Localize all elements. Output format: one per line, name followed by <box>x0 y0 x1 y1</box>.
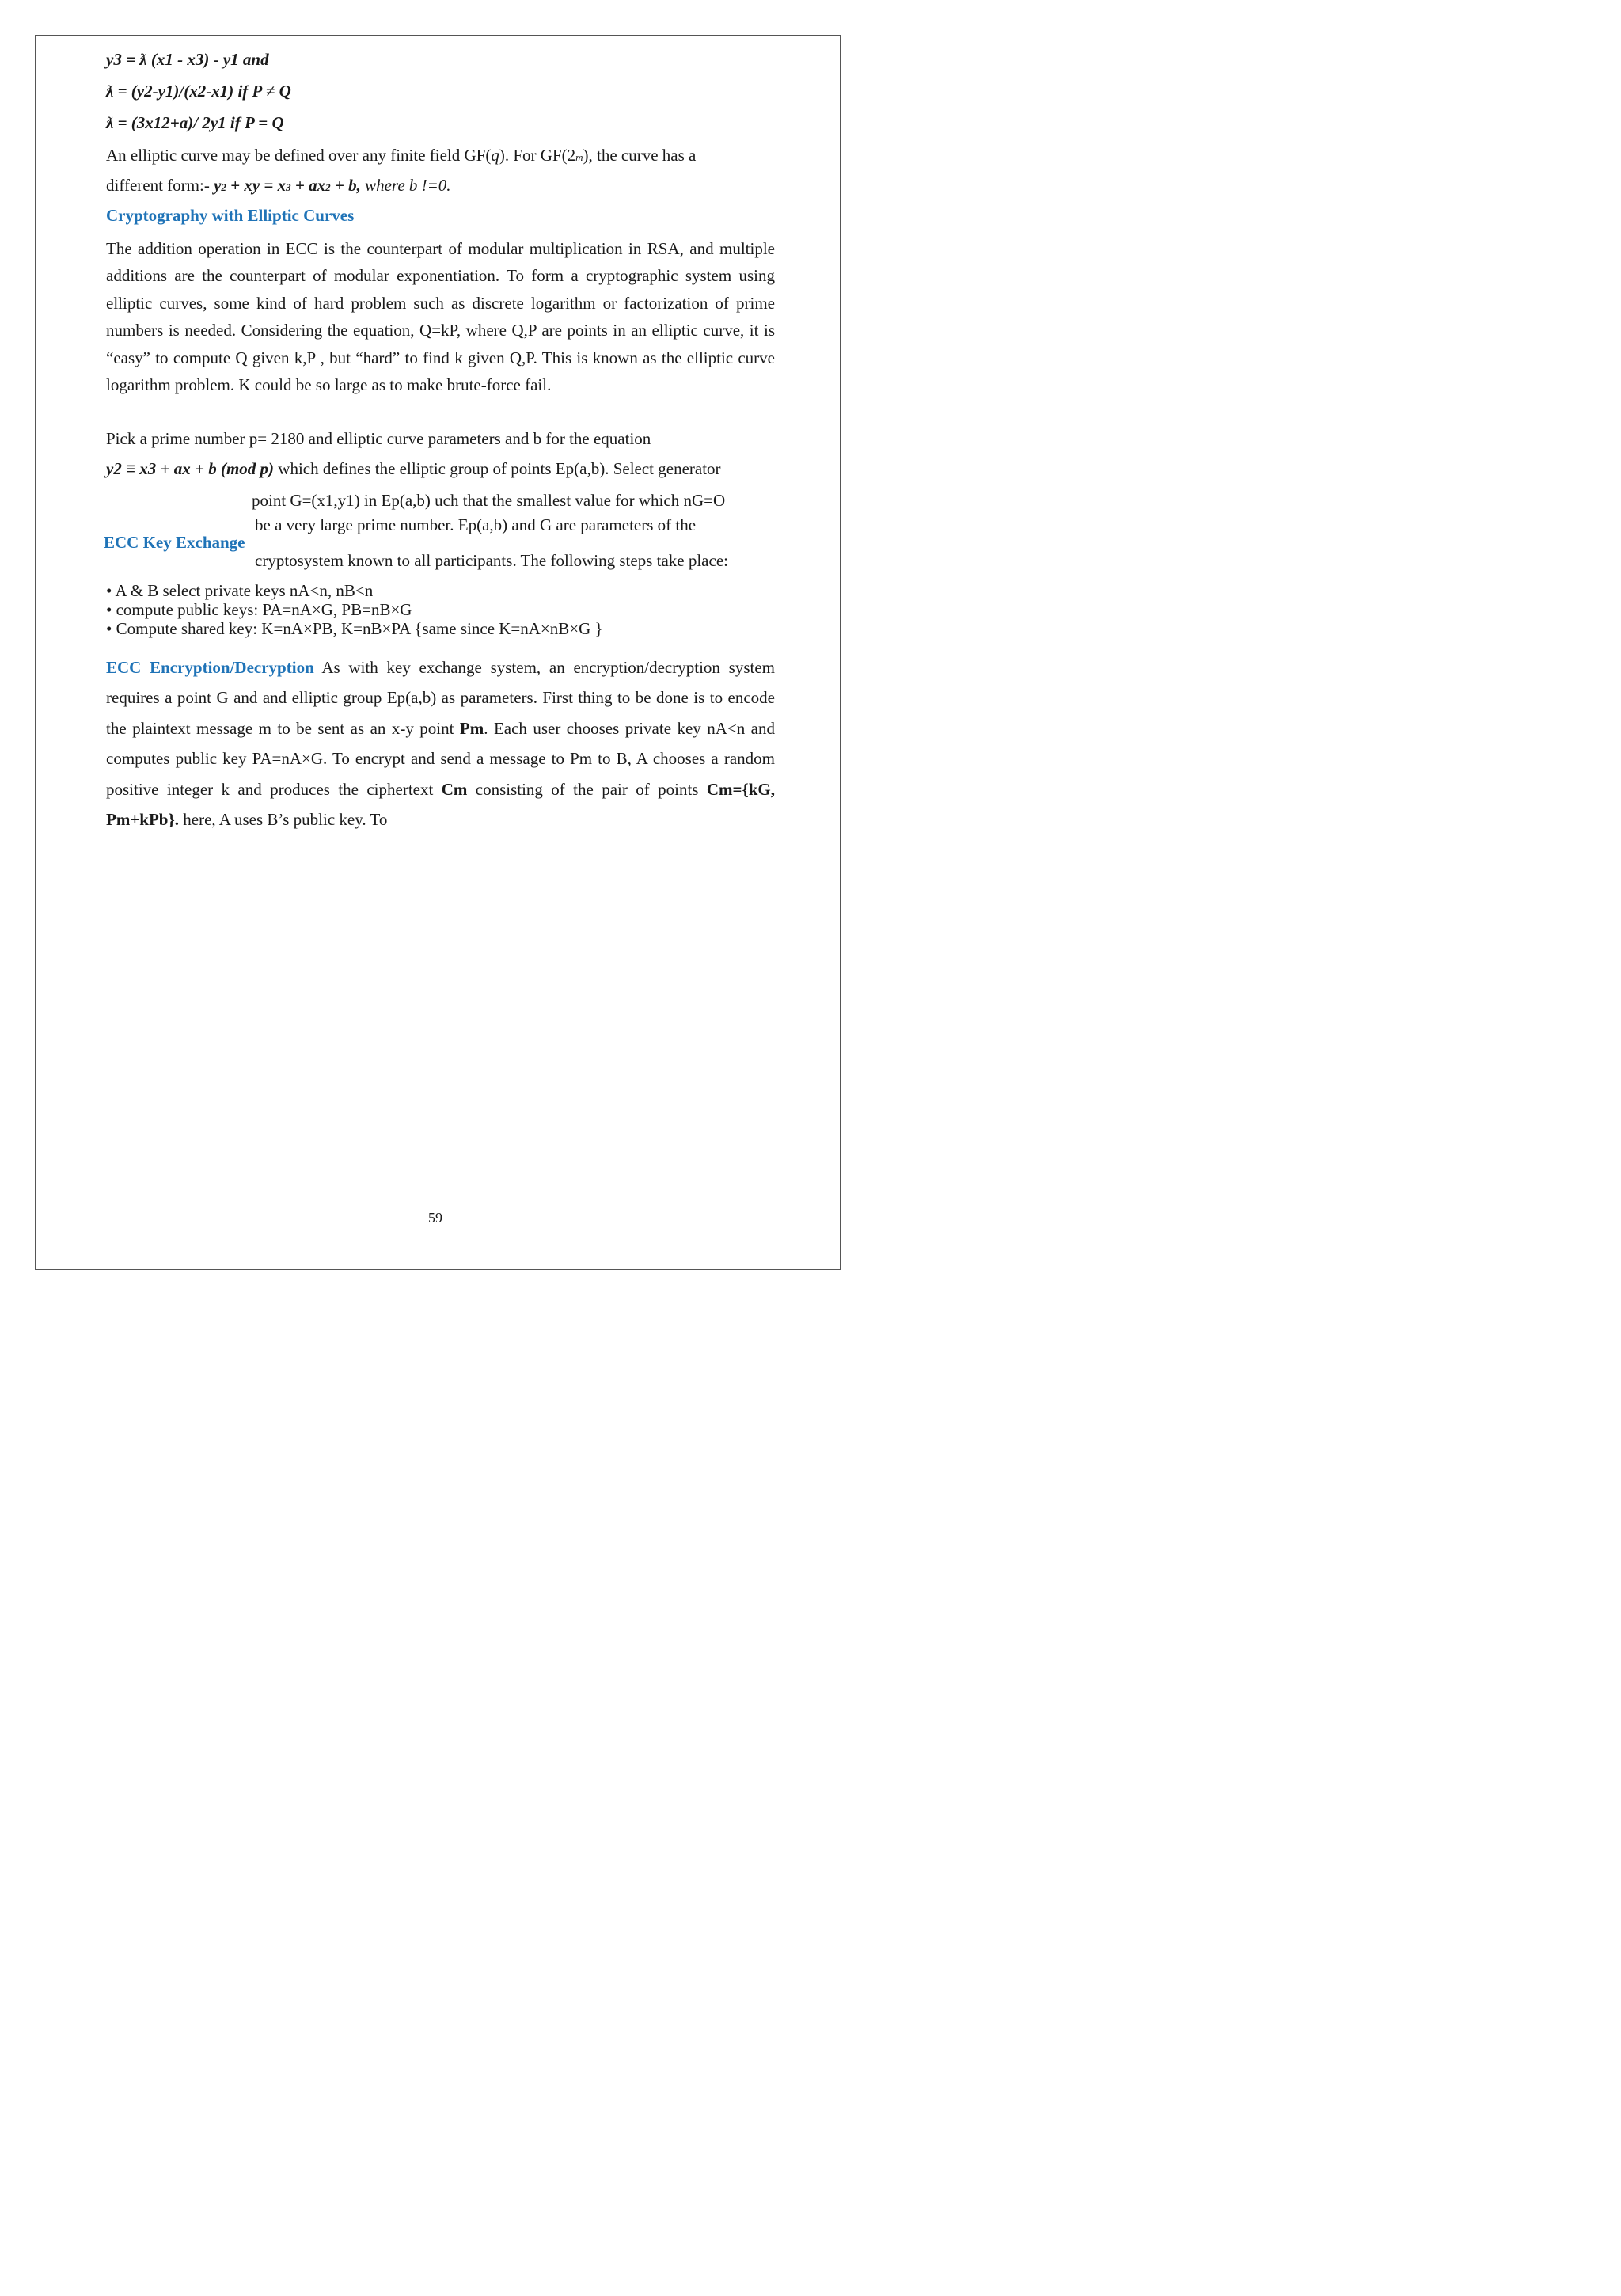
pick-line-5: cryptosystem known to all participants. The following steps take place: <box>255 551 728 570</box>
section-heading-key-exchange: ECC Key Exchange <box>104 533 245 552</box>
pick-line-1: Pick a prime number p= 2180 and elliptic curve parameters and b for the equation <box>106 429 651 448</box>
equation-lambda-equal: ƛ = (3x12+a)/ 2y1 if P = Q <box>106 113 284 132</box>
section-paragraph-cryptography: The addition operation in ECC is the counterpart of modular multiplication in RSA, and multiple additions are the counterpart of modular exponentiation. To form a cryptographic system using elliptic curves, some kind of hard problem such as discrete logarithm or factorization of prime numbers is needed. Considering the equation, Q=kP, where Q,P are points in an elliptic curve, it is “easy” to compute Q given k,P , but “hard” to find k given Q,P. This is known as the elliptic curve logarithm problem. K could be so large as to make brute-force fail. <box>106 239 775 395</box>
plaintext-point: Pm <box>459 718 484 738</box>
list-item: • compute public keys: PA=nA×G, PB=nB×G <box>106 600 412 619</box>
key-exchange-steps <box>106 581 603 638</box>
list-item: • Compute shared key: K=nA×PB, K=nB×PA {same since K=nA×nB×G } <box>106 619 603 638</box>
section-heading-encryption: ECC Encryption/Decryption <box>106 658 314 677</box>
elliptic-group-equation: y2 ≡ x3 + ax + b (mod p) <box>106 459 275 478</box>
intro-text: An elliptic curve may be defined over any finite field GF( <box>106 146 492 165</box>
pick-text: which defines the elliptic group of points Ep(a,b). Select generator <box>274 459 721 478</box>
ciphertext-equation: Cm={kG, Pm+kPb}. <box>106 779 775 830</box>
intro-text: different form:- <box>106 176 214 195</box>
ciphertext-label: Cm <box>441 779 468 799</box>
section-paragraph-encryption: ECC Encryption/Decryption As with key exchange system, an encryption/decryption system requires a point G and and elliptic group Ep(a,b) as parameters. First thing to be done is to encode the plaintext message m to be sent as an x-y point Pm. Each user chooses private key nA<n and computes public key PA=nA×G. To encrypt and send a message to Pm to B, A chooses a random positive integer k and produces the ciphertext Cm consisting of the pair of points Cm={kG, Pm+kPb}. here, A uses B’s public key. To <box>106 658 775 830</box>
binary-curve-equation: y2 + xy = x3 + ax2 + b, <box>214 176 361 195</box>
intro-line-2 <box>106 175 451 198</box>
intro-q: q <box>491 146 499 165</box>
intro-text: ). For GF(2 <box>499 146 576 165</box>
pick-line-3: point G=(x1,y1) in Ep(a,b) uch that the smallest value for which nG=O <box>252 491 726 510</box>
list-item: • A & B select private keys nA<n, nB<n <box>106 581 374 600</box>
equation-y3: y3 = ƛ (x1 - x3) - y1 and <box>106 50 269 69</box>
intro-text: ), the curve has a <box>583 146 697 165</box>
intro-line-1 <box>106 145 696 168</box>
intro-condition: where b !=0. <box>360 176 451 195</box>
pick-line-4: be a very large prime number. Ep(a,b) and G are parameters of the <box>255 515 697 534</box>
section-heading-cryptography: Cryptography with Elliptic Curves <box>106 206 355 225</box>
intro-m: m <box>575 151 583 163</box>
page-number: 59 <box>428 1210 442 1226</box>
equation-lambda-unequal: ƛ = (y2-y1)/(x2-x1) if P ≠ Q <box>106 82 291 101</box>
pick-line-2 <box>106 458 721 479</box>
